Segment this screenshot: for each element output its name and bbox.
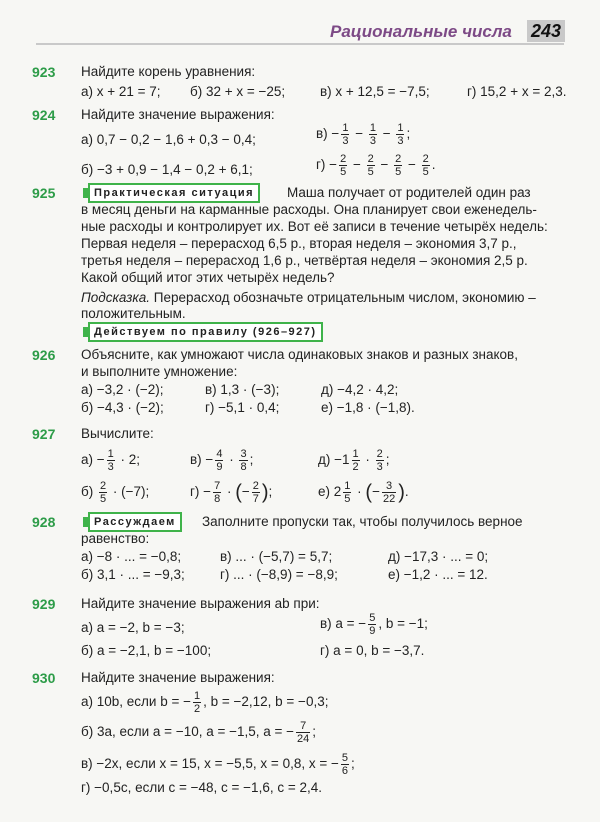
problem-line: Заполните пропуски так, чтобы получилось верное — [202, 514, 523, 529]
item-b: б) 3a, если a = −10, a = −1,5, a = − $\frac{7}{24}$ ; — [81, 720, 317, 745]
problem-number: 929 — [32, 596, 56, 612]
problem-number: 925 — [32, 185, 56, 201]
problem-line: равенство: — [81, 531, 150, 546]
item-d: г) a = 0, b = −3,7. — [320, 643, 425, 658]
problem-text: Найдите корень уравнения: — [81, 64, 256, 79]
item-e: д) −4,2 · 4,2; — [321, 382, 399, 397]
problem-number: 924 — [32, 107, 56, 123]
problem-text: Найдите значение выражения: — [81, 670, 275, 685]
problem-line: третья неделя – перерасход 1,6 р., четвёртая неделя – экономия 2,5 р. — [81, 253, 528, 268]
item-a: а) 0,7 − 0,2 − 1,6 + 0,3 − 0,4; — [81, 132, 256, 147]
reasoning-tag: Рассуждаем — [88, 512, 182, 532]
item-b: б) a = −2,1, b = −100; — [81, 643, 212, 658]
problem-line: ные расходы и контролирует их. Вот её записи в течение четырёх недель: — [81, 219, 548, 234]
item-c: в) x + 12,5 = −7,5; — [320, 84, 430, 99]
page-number: 243 — [527, 20, 565, 42]
practical-situation-tag: Практическая ситуация — [88, 183, 260, 203]
item-d: г) −5,1 · 0,4; — [205, 400, 280, 415]
item-c: в) ... · (−5,7) = 5,7; — [220, 549, 333, 564]
item-c: в) a = − $\frac{5}{9}$ , b = −1; — [320, 612, 428, 637]
item-b: б) 32 + x = −25; — [190, 84, 286, 99]
problem-number: 927 — [32, 426, 56, 442]
problem-line: Какой общий итог этих четырёх недель? — [81, 270, 335, 285]
item-a: а) − $\frac{1}{3}$ · 2; — [81, 448, 141, 473]
problem-number: 930 — [32, 670, 56, 686]
item-a: а) 10b, если b = − $\frac{1}{2}$ , b = −2,12, b = −0,3; — [81, 690, 329, 715]
item-b: б) −3 + 0,9 − 1,4 − 0,2 + 6,1; — [81, 162, 253, 177]
item-d: г) − $\frac{7}{8}$ · (− $\frac{2}{7}$ ); — [190, 480, 273, 505]
item-a: а) −3,2 · (−2); — [81, 382, 164, 397]
problem-text: Найдите значение выражения: — [81, 107, 275, 122]
problem-line: в месяц деньги на карманные расходы. Она планирует свои еженедель- — [81, 202, 537, 217]
item-f: е) −1,2 · ... = 12. — [388, 567, 488, 582]
hint-line: положительным. — [81, 306, 186, 321]
item-a: а) −8 · ... = −0,8; — [81, 549, 182, 564]
item-d: г) − $\frac{2}{5}$ − $\frac{2}{5}$ − $\frac{2}{5}$ − $\frac{2}{5}$ . — [316, 153, 436, 178]
item-c: в) − $\frac{4}{9}$ · $\frac{3}{8}$ ; — [190, 448, 254, 473]
problem-line: Первая неделя – перерасход 6,5 р., вторая неделя – экономия 3,7 р., — [81, 236, 517, 251]
item-d: г) ... · (−8,9) = −8,9; — [220, 567, 338, 582]
item-d: г) −0,5c, если c = −48, c = −1,6, c = 2,4. — [81, 780, 322, 795]
rule-tag: Действуем по правилу (926–927) — [88, 322, 323, 342]
item-a: а) x + 21 = 7; — [81, 84, 161, 99]
item-e: д) −17,3 · ... = 0; — [388, 549, 489, 564]
item-e: д) −1 $\frac{1}{2}$ · $\frac{2}{3}$ ; — [318, 448, 390, 473]
problem-line: и выполните умножение: — [81, 364, 238, 379]
item-f: е) −1,8 · (−1,8). — [321, 400, 415, 415]
item-c: в) 1,3 · (−3); — [205, 382, 280, 397]
problem-number: 928 — [32, 514, 56, 530]
item-a: а) a = −2, b = −3; — [81, 620, 185, 635]
item-b: б) $\frac{2}{5}$ · (−7); — [81, 480, 150, 505]
item-b: б) −4,3 · (−2); — [81, 400, 164, 415]
problem-text: Найдите значение выражения ab при: — [81, 596, 320, 611]
problem-number: 923 — [32, 64, 56, 80]
page-header-title: Рациональные числа — [330, 22, 512, 41]
problem-line: Объясните, как умножают числа одинаковых знаков и разных знаков, — [81, 347, 518, 362]
item-b: б) 3,1 · ... = −9,3; — [81, 567, 185, 582]
header-divider — [36, 43, 564, 45]
item-c: в) −2x, если x = 15, x = −5,5, x = 0,8, x = − $\frac{5}{6}$ ; — [81, 752, 355, 777]
item-c: в) − $\frac{1}{3}$ − $\frac{1}{3}$ − $\frac{1}{3}$ ; — [316, 122, 411, 147]
problem-number: 926 — [32, 347, 56, 363]
item-d: г) 15,2 + x = 2,3. — [467, 84, 567, 99]
hint-line: Подсказка. Перерасход обозначьте отрицательным числом, экономию – — [81, 290, 536, 305]
problem-line: Маша получает от родителей один раз — [287, 185, 531, 200]
problem-text: Вычислите: — [81, 426, 154, 441]
item-f: е) 2 $\frac{1}{5}$ · (− $\frac{3}{22}$ ). — [318, 480, 409, 505]
